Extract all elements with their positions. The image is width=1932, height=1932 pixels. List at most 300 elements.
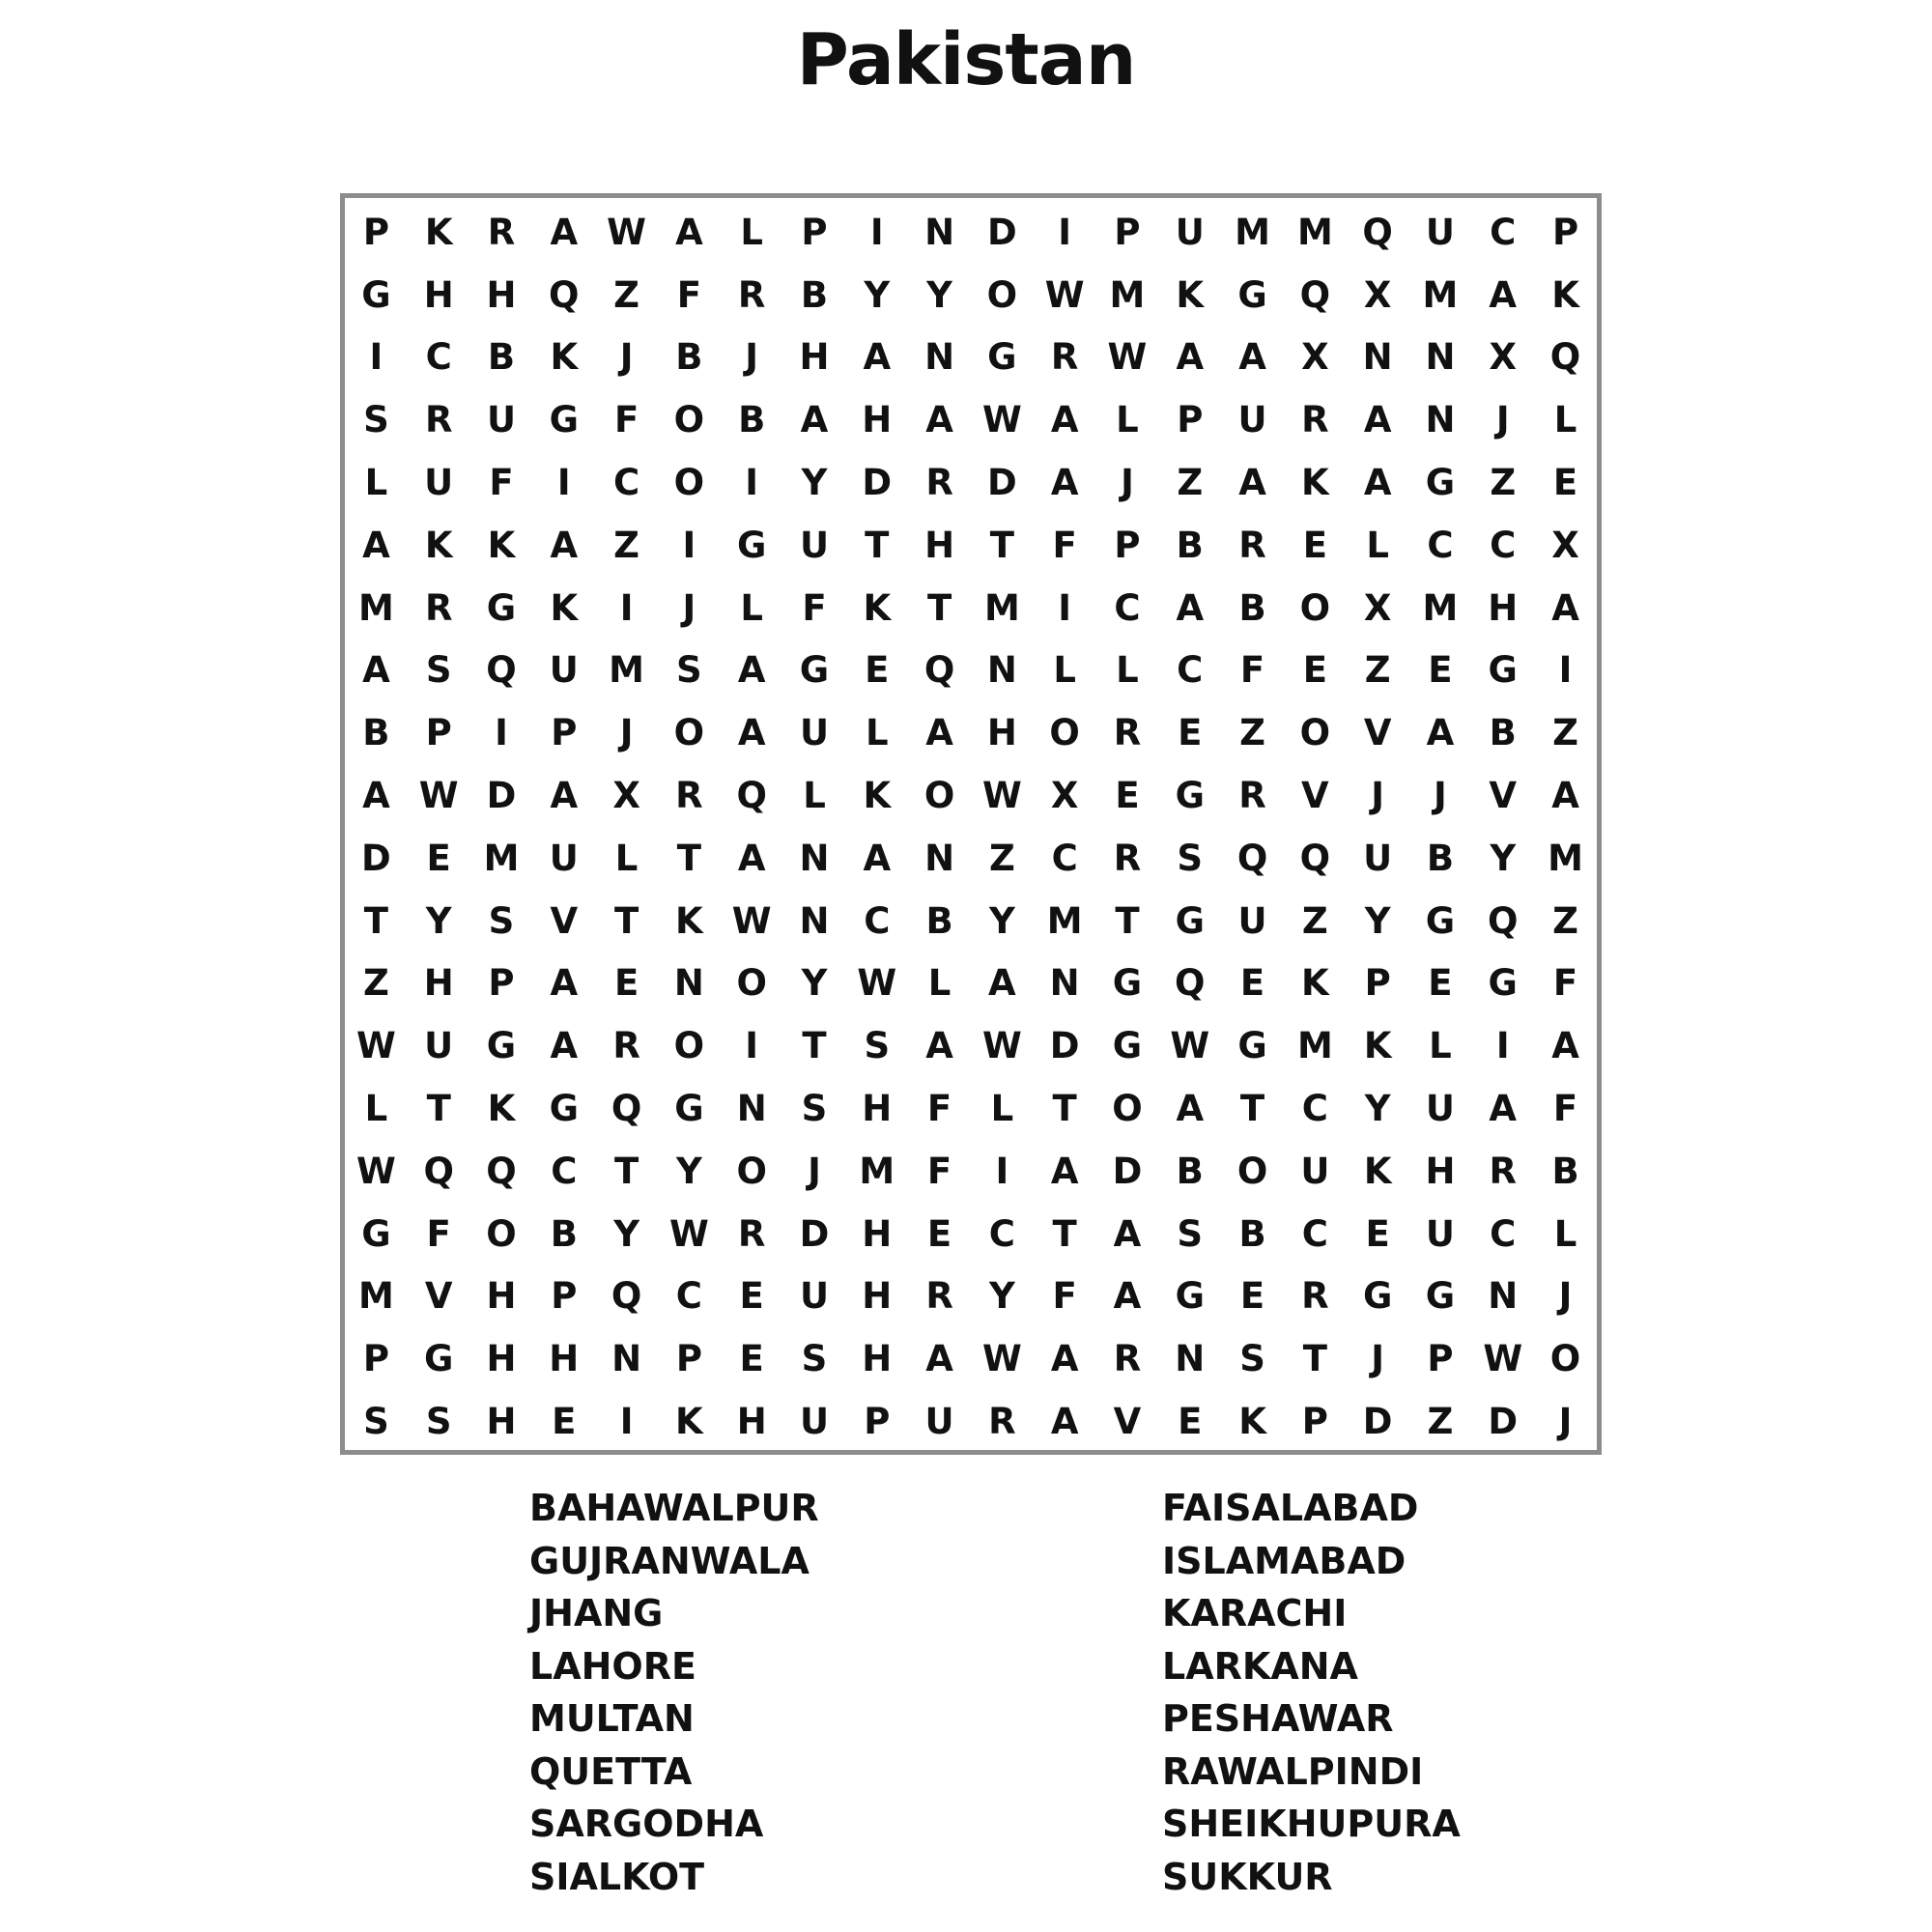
grid-cell[interactable]: P — [675, 1338, 702, 1380]
grid-cell[interactable]: Y — [864, 273, 891, 316]
grid-cell[interactable]: B — [1238, 1212, 1266, 1255]
grid-cell[interactable]: G — [1237, 1025, 1267, 1067]
grid-cell[interactable]: I — [1058, 586, 1072, 629]
grid-cell[interactable]: E — [1178, 1401, 1203, 1443]
grid-cell[interactable]: P — [551, 1275, 578, 1318]
grid-cell[interactable]: E — [613, 962, 639, 1005]
grid-cell[interactable]: C — [864, 899, 891, 942]
grid-cell[interactable]: W — [607, 211, 646, 253]
grid-cell[interactable]: J — [682, 586, 696, 629]
grid-cell[interactable]: E — [1428, 649, 1453, 692]
grid-cell[interactable]: S — [801, 1088, 828, 1130]
grid-cell[interactable]: I — [995, 1150, 1009, 1192]
grid-cell[interactable]: A — [925, 1338, 953, 1380]
grid-cell[interactable]: K — [487, 1088, 516, 1130]
grid-cell[interactable]: L — [927, 962, 952, 1005]
grid-cell[interactable]: R — [1238, 524, 1266, 566]
grid-cell[interactable]: S — [425, 649, 452, 692]
grid-cell[interactable]: Q — [1549, 336, 1581, 379]
grid-cell[interactable]: Z — [613, 524, 639, 566]
grid-cell[interactable]: N — [986, 649, 1017, 692]
grid-cell[interactable]: X — [1551, 524, 1579, 566]
grid-cell[interactable]: K — [1301, 462, 1329, 504]
grid-cell[interactable]: H — [736, 1401, 767, 1443]
grid-cell[interactable]: M — [1422, 273, 1459, 316]
grid-cell[interactable]: A — [1551, 586, 1579, 629]
grid-cell[interactable]: R — [925, 462, 953, 504]
grid-cell[interactable]: K — [1363, 1150, 1392, 1192]
grid-cell[interactable]: N — [1425, 336, 1456, 379]
grid-cell[interactable]: O — [673, 462, 705, 504]
grid-cell[interactable]: B — [1489, 712, 1517, 754]
grid-cell[interactable]: B — [550, 1212, 578, 1255]
grid-cell[interactable]: T — [1052, 1088, 1077, 1130]
grid-cell[interactable]: B — [362, 712, 390, 754]
grid-cell[interactable]: C — [988, 1212, 1015, 1255]
grid-cell[interactable]: M — [1422, 586, 1459, 629]
grid-cell[interactable]: W — [355, 1025, 396, 1067]
grid-cell[interactable]: H — [423, 962, 454, 1005]
grid-cell[interactable]: H — [486, 273, 517, 316]
grid-cell[interactable]: P — [1177, 399, 1204, 441]
grid-cell[interactable]: C — [1301, 1212, 1328, 1255]
grid-cell[interactable]: E — [739, 1338, 764, 1380]
grid-cell[interactable]: S — [363, 1401, 389, 1443]
grid-cell[interactable]: U — [1363, 837, 1393, 879]
grid-cell[interactable]: Q — [1362, 211, 1393, 253]
grid-cell[interactable]: E — [1178, 712, 1203, 754]
grid-cell[interactable]: T — [1302, 1338, 1327, 1380]
grid-cell[interactable]: Q — [423, 1150, 454, 1192]
grid-cell[interactable]: G — [1175, 899, 1205, 942]
grid-cell[interactable]: R — [1113, 712, 1142, 754]
grid-cell[interactable]: I — [369, 336, 384, 379]
grid-cell[interactable]: U — [799, 1275, 829, 1318]
grid-cell[interactable]: V — [1489, 775, 1518, 817]
grid-cell[interactable]: R — [612, 1025, 640, 1067]
grid-cell[interactable]: E — [1302, 649, 1327, 692]
grid-cell[interactable]: Q — [611, 1088, 642, 1130]
grid-cell[interactable]: T — [613, 899, 639, 942]
grid-cell[interactable]: G — [1112, 1025, 1143, 1067]
grid-cell[interactable]: F — [426, 1212, 451, 1255]
grid-cell[interactable]: E — [1302, 524, 1327, 566]
grid-cell[interactable]: V — [1363, 712, 1392, 754]
grid-cell[interactable]: D — [1362, 1401, 1393, 1443]
grid-cell[interactable]: S — [676, 649, 702, 692]
grid-cell[interactable]: Q — [611, 1275, 642, 1318]
grid-cell[interactable]: G — [736, 524, 767, 566]
grid-cell[interactable]: I — [869, 211, 884, 253]
grid-cell[interactable]: J — [1558, 1401, 1573, 1443]
grid-cell[interactable]: B — [738, 399, 766, 441]
grid-cell[interactable]: M — [483, 837, 520, 879]
grid-cell[interactable]: Y — [1364, 899, 1391, 942]
grid-cell[interactable]: C — [675, 1275, 702, 1318]
grid-cell[interactable]: F — [1052, 524, 1077, 566]
grid-cell[interactable]: W — [981, 1025, 1022, 1067]
grid-cell[interactable]: A — [362, 524, 390, 566]
grid-cell[interactable]: L — [990, 1088, 1014, 1130]
grid-cell[interactable]: Y — [926, 273, 952, 316]
grid-cell[interactable]: T — [613, 1150, 639, 1192]
grid-cell[interactable]: K — [424, 524, 453, 566]
grid-cell[interactable]: N — [1488, 1275, 1519, 1318]
grid-cell[interactable]: M — [1046, 899, 1083, 942]
grid-cell[interactable]: E — [1115, 775, 1140, 817]
grid-cell[interactable]: J — [1121, 462, 1134, 504]
grid-cell[interactable]: P — [1301, 1401, 1328, 1443]
grid-cell[interactable]: J — [1434, 775, 1447, 817]
grid-cell[interactable]: W — [981, 775, 1022, 817]
grid-cell[interactable]: H — [1488, 586, 1519, 629]
grid-cell[interactable]: O — [1549, 1338, 1581, 1380]
grid-cell[interactable]: A — [362, 649, 390, 692]
grid-cell[interactable]: A — [1113, 1212, 1142, 1255]
grid-cell[interactable]: A — [863, 837, 892, 879]
grid-cell[interactable]: P — [425, 712, 452, 754]
grid-cell[interactable]: A — [1050, 399, 1079, 441]
grid-cell[interactable]: F — [1052, 1275, 1077, 1318]
grid-cell[interactable]: A — [737, 712, 766, 754]
grid-cell[interactable]: H — [486, 1338, 517, 1380]
grid-cell[interactable]: W — [857, 962, 897, 1005]
grid-cell[interactable]: O — [1049, 712, 1080, 754]
grid-cell[interactable]: W — [981, 1338, 1022, 1380]
grid-cell[interactable]: Z — [1364, 649, 1391, 692]
grid-cell[interactable]: O — [1299, 712, 1331, 754]
grid-cell[interactable]: J — [1558, 1275, 1573, 1318]
grid-cell[interactable]: N — [799, 899, 830, 942]
grid-cell[interactable]: Y — [1490, 837, 1517, 879]
grid-cell[interactable]: P — [1114, 524, 1141, 566]
grid-cell[interactable]: B — [675, 336, 703, 379]
grid-cell[interactable]: T — [1052, 1212, 1077, 1255]
grid-cell[interactable]: Y — [1364, 1088, 1391, 1130]
grid-cell[interactable]: P — [1427, 1338, 1454, 1380]
grid-cell[interactable]: K — [487, 524, 516, 566]
grid-cell[interactable]: P — [1551, 211, 1579, 253]
grid-cell[interactable]: S — [864, 1025, 891, 1067]
grid-cell[interactable]: A — [1363, 462, 1392, 504]
grid-cell[interactable]: Z — [1490, 462, 1517, 504]
grid-cell[interactable]: K — [424, 211, 453, 253]
grid-cell[interactable]: Y — [988, 1275, 1015, 1318]
grid-cell[interactable]: L — [740, 211, 763, 253]
grid-cell[interactable]: B — [1551, 1150, 1579, 1192]
grid-cell[interactable]: X — [1489, 336, 1517, 379]
grid-cell[interactable]: H — [862, 1275, 893, 1318]
grid-cell[interactable]: Y — [613, 1212, 639, 1255]
grid-cell[interactable]: W — [1044, 273, 1085, 316]
grid-cell[interactable]: M — [1235, 211, 1270, 253]
grid-cell[interactable]: P — [801, 211, 828, 253]
grid-cell[interactable]: F — [676, 273, 702, 316]
grid-cell[interactable]: Z — [1552, 712, 1578, 754]
grid-cell[interactable]: R — [737, 1212, 766, 1255]
grid-cell[interactable]: S — [1239, 1338, 1265, 1380]
grid-cell[interactable]: Z — [1427, 1401, 1454, 1443]
grid-cell[interactable]: N — [1425, 399, 1456, 441]
grid-cell[interactable]: G — [1488, 649, 1518, 692]
grid-cell[interactable]: F — [1552, 962, 1578, 1005]
grid-cell[interactable]: X — [1050, 775, 1079, 817]
grid-cell[interactable]: P — [362, 211, 389, 253]
grid-cell[interactable]: E — [426, 837, 451, 879]
grid-cell[interactable]: U — [1237, 399, 1267, 441]
grid-cell[interactable]: F — [613, 399, 639, 441]
grid-cell[interactable]: D — [987, 211, 1017, 253]
grid-cell[interactable]: Q — [1299, 273, 1331, 316]
grid-cell[interactable]: M — [357, 1275, 394, 1318]
grid-cell[interactable]: A — [925, 712, 953, 754]
grid-cell[interactable]: S — [425, 1401, 452, 1443]
grid-cell[interactable]: Q — [486, 1150, 517, 1192]
grid-cell[interactable]: C — [425, 336, 452, 379]
grid-cell[interactable]: G — [424, 1338, 454, 1380]
grid-cell[interactable]: H — [799, 336, 830, 379]
grid-cell[interactable]: A — [550, 775, 579, 817]
grid-cell[interactable]: D — [361, 837, 391, 879]
grid-cell[interactable]: N — [673, 962, 704, 1005]
grid-cell[interactable]: E — [739, 1275, 764, 1318]
grid-cell[interactable]: A — [737, 837, 766, 879]
grid-cell[interactable]: W — [668, 1212, 709, 1255]
grid-cell[interactable]: X — [1301, 336, 1329, 379]
grid-cell[interactable]: D — [1049, 1025, 1080, 1067]
grid-cell[interactable]: H — [1425, 1150, 1456, 1192]
grid-cell[interactable]: N — [1362, 336, 1393, 379]
grid-cell[interactable]: O — [486, 1212, 517, 1255]
grid-cell[interactable]: A — [1176, 1088, 1205, 1130]
grid-cell[interactable]: R — [1050, 336, 1079, 379]
grid-cell[interactable]: F — [489, 462, 514, 504]
grid-cell[interactable]: A — [925, 1025, 953, 1067]
grid-cell[interactable]: P — [488, 962, 515, 1005]
grid-cell[interactable]: B — [1238, 586, 1266, 629]
grid-cell[interactable]: V — [550, 899, 579, 942]
grid-cell[interactable]: X — [1363, 586, 1392, 629]
grid-cell[interactable]: L — [1553, 399, 1577, 441]
grid-cell[interactable]: C — [1490, 524, 1517, 566]
grid-cell[interactable]: A — [1050, 1150, 1079, 1192]
grid-cell[interactable]: O — [986, 273, 1018, 316]
grid-cell[interactable]: A — [362, 775, 390, 817]
grid-cell[interactable]: F — [802, 586, 827, 629]
grid-cell[interactable]: B — [925, 899, 953, 942]
grid-cell[interactable]: P — [551, 712, 578, 754]
grid-cell[interactable]: G — [1175, 1275, 1205, 1318]
grid-cell[interactable]: A — [988, 962, 1016, 1005]
grid-cell[interactable]: U — [424, 462, 454, 504]
grid-cell[interactable]: W — [981, 399, 1022, 441]
grid-cell[interactable]: K — [675, 899, 703, 942]
grid-cell[interactable]: R — [675, 775, 703, 817]
grid-cell[interactable]: U — [799, 712, 829, 754]
grid-cell[interactable]: O — [923, 775, 955, 817]
grid-cell[interactable]: I — [1495, 1025, 1510, 1067]
grid-cell[interactable]: A — [1050, 462, 1079, 504]
grid-cell[interactable]: U — [549, 649, 579, 692]
grid-cell[interactable]: B — [487, 336, 516, 379]
grid-cell[interactable]: E — [865, 649, 890, 692]
grid-cell[interactable]: C — [1114, 586, 1141, 629]
grid-cell[interactable]: Z — [1552, 899, 1578, 942]
grid-cell[interactable]: W — [1170, 1025, 1210, 1067]
grid-cell[interactable]: X — [1363, 273, 1392, 316]
grid-cell[interactable]: R — [1301, 399, 1329, 441]
grid-cell[interactable]: J — [745, 336, 759, 379]
grid-cell[interactable]: I — [495, 712, 508, 754]
grid-cell[interactable]: I — [619, 1401, 634, 1443]
grid-cell[interactable]: G — [674, 1088, 704, 1130]
grid-cell[interactable]: B — [1176, 1150, 1204, 1192]
grid-cell[interactable]: S — [1177, 1212, 1204, 1255]
grid-cell[interactable]: M — [983, 586, 1020, 629]
grid-cell[interactable]: D — [862, 462, 893, 504]
grid-cell[interactable]: A — [550, 1025, 579, 1067]
grid-cell[interactable]: T — [989, 524, 1014, 566]
grid-cell[interactable]: M — [1109, 273, 1146, 316]
grid-cell[interactable]: N — [736, 1088, 767, 1130]
grid-cell[interactable]: R — [424, 586, 453, 629]
grid-cell[interactable]: U — [1237, 899, 1267, 942]
grid-cell[interactable]: J — [1371, 1338, 1385, 1380]
grid-cell[interactable]: T — [1239, 1088, 1265, 1130]
grid-cell[interactable]: U — [424, 1025, 454, 1067]
grid-cell[interactable]: H — [423, 273, 454, 316]
grid-cell[interactable]: Q — [1488, 899, 1519, 942]
grid-cell[interactable]: R — [424, 399, 453, 441]
grid-cell[interactable]: P — [1114, 211, 1141, 253]
grid-cell[interactable]: N — [1175, 1338, 1206, 1380]
grid-cell[interactable]: C — [1427, 524, 1454, 566]
grid-cell[interactable]: O — [673, 399, 705, 441]
grid-cell[interactable]: K — [863, 775, 892, 817]
grid-cell[interactable]: L — [1429, 1025, 1452, 1067]
grid-cell[interactable]: T — [802, 1025, 827, 1067]
grid-cell[interactable]: L — [1053, 649, 1076, 692]
grid-cell[interactable]: O — [1299, 586, 1331, 629]
grid-cell[interactable]: U — [549, 837, 579, 879]
grid-cell[interactable]: H — [549, 1338, 580, 1380]
grid-cell[interactable]: E — [1428, 962, 1453, 1005]
grid-cell[interactable]: R — [1113, 837, 1142, 879]
grid-cell[interactable]: U — [924, 1401, 954, 1443]
grid-cell[interactable]: J — [619, 336, 634, 379]
grid-cell[interactable]: S — [363, 399, 389, 441]
grid-cell[interactable]: E — [1239, 1275, 1265, 1318]
grid-cell[interactable]: D — [987, 462, 1017, 504]
grid-cell[interactable]: V — [1301, 775, 1329, 817]
grid-cell[interactable]: U — [1425, 1212, 1455, 1255]
grid-cell[interactable]: O — [673, 1025, 705, 1067]
grid-cell[interactable]: N — [924, 837, 955, 879]
grid-cell[interactable]: R — [1113, 1338, 1142, 1380]
grid-cell[interactable]: F — [926, 1088, 952, 1130]
grid-cell[interactable]: A — [675, 211, 703, 253]
grid-cell[interactable]: R — [988, 1401, 1016, 1443]
grid-cell[interactable]: P — [362, 1338, 389, 1380]
grid-cell[interactable]: V — [1113, 1401, 1142, 1443]
grid-cell[interactable]: I — [745, 462, 759, 504]
grid-cell[interactable]: D — [486, 775, 517, 817]
grid-cell[interactable]: G — [1112, 962, 1143, 1005]
grid-cell[interactable]: K — [1176, 273, 1205, 316]
grid-cell[interactable]: K — [1238, 1401, 1266, 1443]
grid-cell[interactable]: A — [1238, 462, 1266, 504]
grid-cell[interactable]: H — [862, 399, 893, 441]
grid-cell[interactable]: G — [361, 273, 391, 316]
grid-cell[interactable]: B — [1426, 837, 1455, 879]
grid-cell[interactable]: Z — [362, 962, 389, 1005]
grid-cell[interactable]: O — [673, 712, 705, 754]
grid-cell[interactable]: J — [1371, 775, 1385, 817]
grid-cell[interactable]: A — [1489, 1088, 1518, 1130]
grid-cell[interactable]: G — [987, 336, 1017, 379]
grid-cell[interactable]: A — [1551, 1025, 1579, 1067]
grid-cell[interactable]: Y — [801, 462, 828, 504]
grid-cell[interactable]: T — [926, 586, 952, 629]
grid-cell[interactable]: O — [1236, 1150, 1268, 1192]
grid-cell[interactable]: W — [355, 1150, 396, 1192]
grid-cell[interactable]: L — [803, 775, 826, 817]
grid-cell[interactable]: I — [556, 462, 571, 504]
grid-cell[interactable]: Z — [988, 837, 1015, 879]
grid-cell[interactable]: U — [1425, 211, 1455, 253]
grid-cell[interactable]: Y — [988, 899, 1015, 942]
grid-cell[interactable]: G — [486, 1025, 517, 1067]
grid-cell[interactable]: F — [1239, 649, 1265, 692]
grid-cell[interactable]: H — [862, 1338, 893, 1380]
grid-cell[interactable]: N — [924, 211, 955, 253]
grid-cell[interactable]: C — [1490, 1212, 1517, 1255]
grid-cell[interactable]: Q — [1175, 962, 1206, 1005]
grid-cell[interactable]: U — [799, 524, 829, 566]
grid-cell[interactable]: A — [1050, 1338, 1079, 1380]
grid-cell[interactable]: H — [486, 1401, 517, 1443]
grid-cell[interactable]: M — [1296, 1025, 1333, 1067]
grid-cell[interactable]: A — [1113, 1275, 1142, 1318]
grid-cell[interactable]: Z — [1301, 899, 1328, 942]
grid-cell[interactable]: A — [1489, 273, 1518, 316]
grid-cell[interactable]: U — [1425, 1088, 1455, 1130]
grid-cell[interactable]: Y — [425, 899, 452, 942]
grid-cell[interactable]: L — [1116, 399, 1139, 441]
grid-cell[interactable]: P — [864, 1401, 891, 1443]
grid-cell[interactable]: G — [1488, 962, 1518, 1005]
grid-cell[interactable]: V — [424, 1275, 453, 1318]
grid-cell[interactable]: G — [549, 1088, 579, 1130]
grid-cell[interactable]: J — [1495, 399, 1510, 441]
grid-cell[interactable]: N — [799, 837, 830, 879]
grid-cell[interactable]: K — [675, 1401, 703, 1443]
grid-cell[interactable]: H — [862, 1212, 893, 1255]
grid-cell[interactable]: M — [357, 586, 394, 629]
grid-cell[interactable]: U — [799, 1401, 829, 1443]
grid-cell[interactable]: G — [1425, 462, 1456, 504]
grid-cell[interactable]: B — [1176, 524, 1204, 566]
grid-cell[interactable]: W — [418, 775, 459, 817]
grid-cell[interactable]: M — [1548, 837, 1583, 879]
grid-cell[interactable]: H — [986, 712, 1017, 754]
grid-cell[interactable]: M — [859, 1150, 895, 1192]
grid-cell[interactable]: E — [926, 1212, 952, 1255]
grid-cell[interactable]: K — [1363, 1025, 1392, 1067]
grid-cell[interactable]: T — [865, 524, 890, 566]
grid-cell[interactable]: A — [1238, 336, 1266, 379]
grid-cell[interactable]: W — [1483, 1338, 1523, 1380]
